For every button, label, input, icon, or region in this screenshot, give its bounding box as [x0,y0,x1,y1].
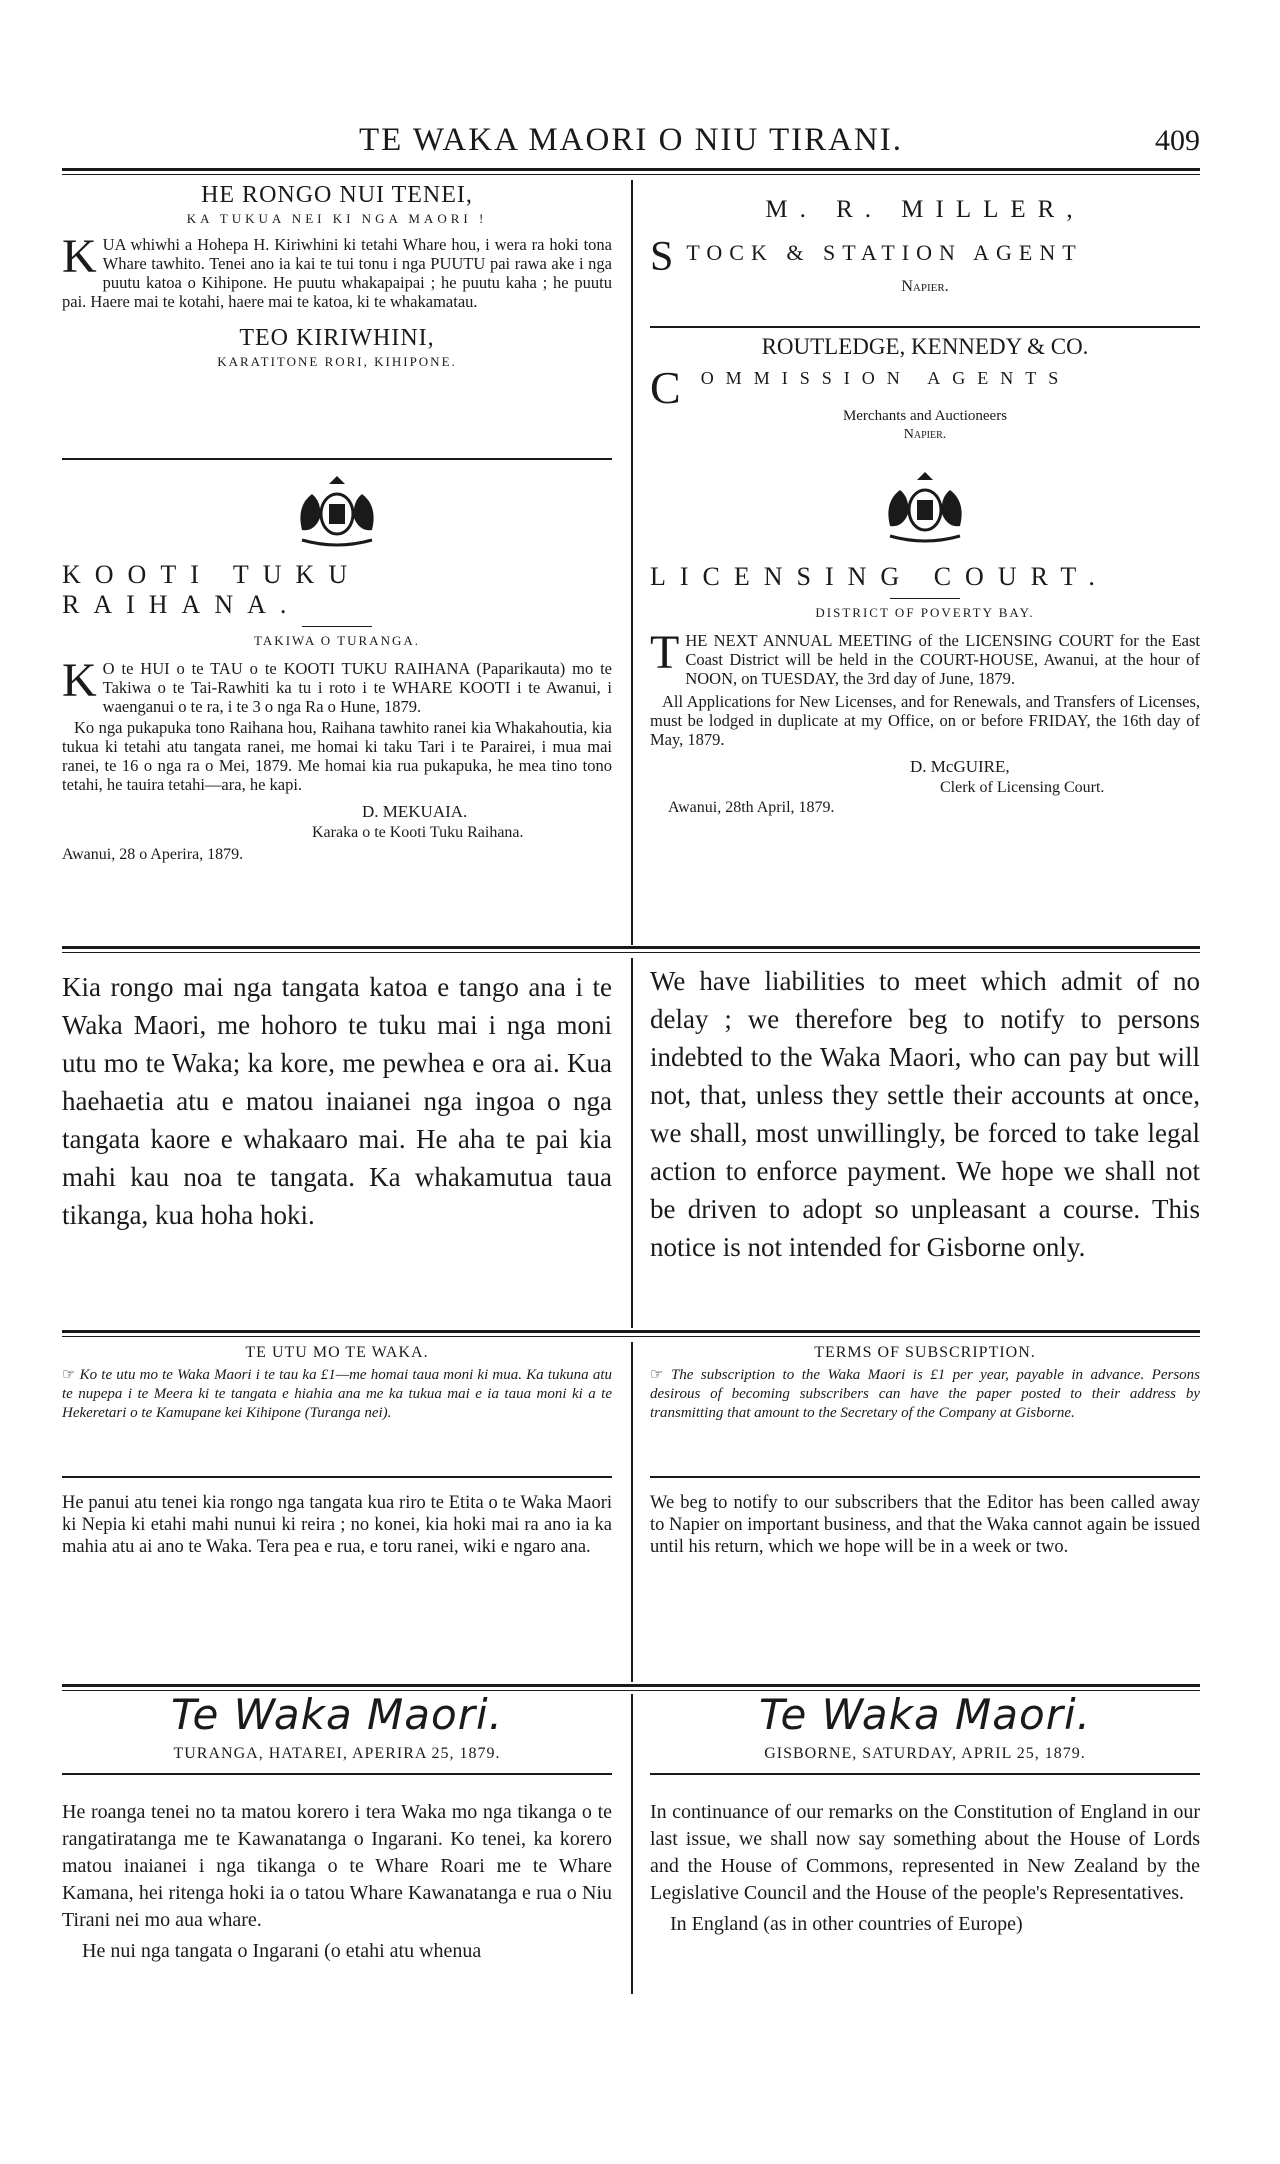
section-rule-thin [62,1336,1200,1337]
column-divider-lower [631,1342,633,1682]
kooti-title: KOOTI TUKU RAIHANA. [62,560,362,619]
english-payment-text: We have liabilities to meet which admit of no delay ; we therefore beg to notify to persons indebted to the Waka Maori, who can pay but will not, that, unless they settle their accounts at once, we shall, most unwillingly, be forced to take legal action to enforce payment. We hope we shall not be driven to adopt so unpleasant a course. This notice is not intended for Gisborne only. [650,966,1200,1262]
english-editorial [650,1690,1200,1938]
miller-advert [650,196,1200,296]
rule [650,326,1200,328]
routledge-dropcap: C [650,362,693,413]
utu-title: TE UTU MO TE WAKA. [245,1344,429,1361]
licensing-date: Awanui, 28th April, 1879. [668,799,835,816]
maori-editorial [62,1690,612,1965]
miller-dropcap: S [650,234,681,280]
english-editorial-dateline: GISBORNE, SATURDAY, APRIL 25, 1879. [764,1745,1086,1762]
routledge-name: ROUTLEDGE, KENNEDY & CO. [761,334,1089,359]
pointing-hand-icon: ☞ [650,1367,664,1383]
rongo-dropcap: K [62,230,97,283]
rule [62,458,612,460]
english-editorial-masthead: Te Waka Maori. [759,1690,1091,1739]
rongo-signature: TEO KIRIWHINI, [239,325,435,351]
licensing-notice [650,466,1200,817]
column-divider-middle [631,958,633,1328]
routledge-advert [650,334,1200,443]
kooti-dropcap: K [62,654,97,707]
english-editorial-para-1: In continuance of our remarks on the Constitution of England in our last issue, we shall now say something about the House of Lords and the House of Commons, represented in New Zealand by the Legislative Council and the House of the people's Representatives. [650,1801,1200,1904]
kooti-body-2: Ko nga pukapuka tono Raihana hou, Raihana tawhito ranei kia Whakahoutia, kia tukua ki tetahi atu tangata ranei, me homai ki taku Tari i te Parairei, i mua mai ranei, te 16 o nga ra o Mei, 1879. Me homai kia rua pukapuka, he mea tino tono tetahi, he tauira tetahi—ara, he kapi. [62,718,612,794]
column-divider-bottom [631,1694,633,1994]
section-rule [62,1684,1200,1687]
header-rule [62,168,1200,171]
rongo-address: KARATITONE RORI, KIHIPONE. [217,354,457,369]
section-rule [62,1330,1200,1333]
maori-editorial-dateline: TURANGA, HATAREI, APERIRA 25, 1879. [173,1745,501,1762]
panui-text: He panui atu tenei kia rongo nga tangata kua riro te Etita o te Waka Maori ki Nepia ki etahi mahi nunui ki reira ; no konei, kia hoki mai ra ano ia ka mahia atu ai ano te Waka. Tera pea e rua, e toru ranei, wiki e ngaro ana. [62,1493,612,1557]
newspaper-title: TE WAKA MAORI O NIU TIRANI. [358,122,904,158]
maori-editorial-para-1: He roanga tenei no ta matou korero i tera Waka mo nga tikanga o te rangatiratanga me te Kawanatanga o Ingarani. Ko tenei, ka korero matou inaianei i nga tikanga o te Whare Roari me te Whare Kamana, hei ritenga hoki ia o tatou Whare Kawanatanga e rua o Niu Tirani nei mo aua whare. [62,1801,612,1931]
maori-editorial-para-2: He nui nga tangata o Ingarani (o etahi atu whenua [82,1940,482,1962]
maori-payment-text: Kia rongo mai nga tangata katoa e tango ana i te Waka Maori, me hohoro te tuku mai i nga moni utu mo te Waka; ka kore, me pewhea e ora ai. Kua haehaetia atu e matou inaianei nga ingoa o nga tangata kaore e whakaaro mai. He aha te pai kia mahi kau noa te tangata. Ka whakamutua taua tikanga, kua hoha hoki. [62,972,612,1230]
newspaper-page [62,0,1200,2164]
licensing-signer: D. McGUIRE, [910,757,1010,776]
rule [62,1773,612,1775]
miller-line: TOCK & STATION AGENT [686,240,1083,265]
rule [890,598,960,599]
section-rule-thin [62,952,1200,953]
english-payment-notice [650,962,1200,1266]
header-rule-thin [62,174,1200,175]
terms-notice [650,1344,1200,1423]
royal-coat-of-arms-icon [282,470,392,550]
routledge-line: OMMISSION AGENTS [700,368,1071,388]
rule [62,1476,612,1478]
licensing-body-1: HE NEXT ANNUAL MEETING of the LICENSING COURT for the East Coast District will be held in the COURT-HOUSE, Awanui, at the hour of NOON, on TUESDAY, the 3rd day of June, 1879. [685,631,1200,688]
panui-notice [62,1492,612,1558]
utu-body [62,1366,612,1423]
terms-title: TERMS OF SUBSCRIPTION. [814,1344,1036,1361]
maori-payment-notice [62,968,612,1234]
beg-text: We beg to notify to our subscribers that the Editor has been called away to Napier on important business, and that the Waka cannot again be issued until his return, which we hope will be in a week or two. [650,1493,1200,1557]
licensing-title: LICENSING COURT. [650,562,1109,591]
rule [650,1476,1200,1478]
english-editorial-para-2: In England (as in other countries of Europe) [670,1913,1023,1935]
terms-body [650,1366,1200,1423]
beg-notice [650,1492,1200,1558]
page-number: 409 [1155,124,1200,157]
rule [302,626,372,627]
kooti-body-1: O te HUI o te TAU o te KOOTI TUKU RAIHANA (Paparikauta) mo te Takiwa o te Tai-Rawhiti ka tu i roto i te WHARE KOOTI i te Awanui, i waenganui o te ra, i te 3 o nga Ra o Hune, 1879. [102,659,612,716]
page-header [62,118,1200,168]
rule [650,1773,1200,1775]
miller-name: M. R. MILLER, [765,196,1085,223]
rongo-title: HE RONGO NUI TENEI, [201,182,473,208]
licensing-dropcap: T [650,626,680,679]
section-rule [62,946,1200,949]
rongo-advert [62,182,612,370]
routledge-sub: Merchants and Auctioneers [842,408,1008,424]
routledge-place: Napier. [903,427,947,442]
utu-text: Ko te utu mo te Waka Maori i te tau ka £1—me homai taua moni ki mua. Ka tukuna atu te nupepa i te Meera ki te tangata e hiahia ana me ka tukua mai e ia taua moni ki a te Hekeretari o te Kamupane kei Kihipone (Turanga nei). [62,1367,612,1421]
utu-notice [62,1344,612,1423]
rongo-subtitle: KA TUKUA NEI KI NGA MAORI ! [186,211,488,226]
maori-editorial-masthead: Te Waka Maori. [171,1690,503,1739]
licensing-signer-role: Clerk of Licensing Court. [940,779,1105,796]
pointing-hand-icon: ☞ [62,1367,76,1383]
royal-coat-of-arms-icon [870,466,980,546]
kooti-notice [62,470,612,864]
kooti-signer: D. MEKUAIA. [362,802,468,821]
miller-place: Napier. [901,278,949,295]
kooti-date: Awanui, 28 o Aperira, 1879. [62,846,244,863]
terms-text: The subscription to the Waka Maori is £1 per year, payable in advance. Persons desirous of becoming subscribers can have the paper posted to their address by transmitting that amount to the Secretary of the Company at Gisborne. [650,1367,1201,1421]
kooti-signer-role: Karaka o te Kooti Tuku Raihana. [312,824,524,841]
licensing-subtitle: DISTRICT OF POVERTY BAY. [815,605,1035,620]
column-divider-top [631,180,633,945]
rongo-body: UA whiwhi a Hohepa H. Kiriwhini ki tetahi Whare hou, i wera ra hoki tona Whare tawhito. Tenei ano ia kai te tui tonu i nga PUUTU pai rawa ake i nga puutu katoa o Kihipone. He puutu whakapaipai ; he puutu kaha ; he puutu pai. Haere mai te kotahi, haere mai te katoa, ki te whakamatau. [62,235,612,311]
licensing-body-2: All Applications for New Licenses, and for Renewals, and Transfers of Licenses, must be lodged in duplicate at my Office, on or before FRIDAY, the 16th day of May, 1879. [650,692,1200,749]
kooti-subtitle: TAKIWA O TURANGA. [254,633,420,648]
